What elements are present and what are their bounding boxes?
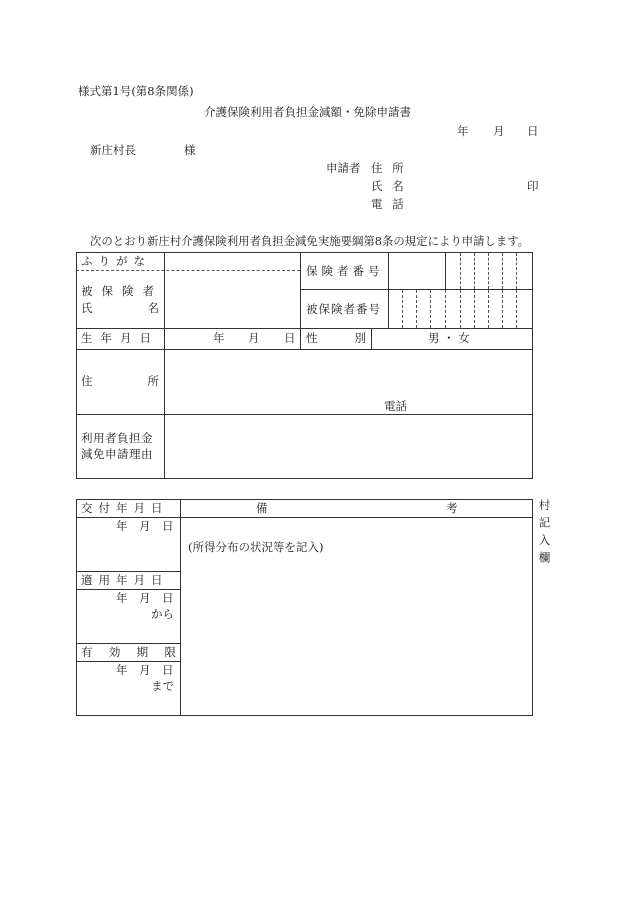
- insurer-number-label: 保険者番号: [306, 264, 384, 278]
- form-title: 介護保険利用者負担金減額・免除申請書: [204, 105, 411, 119]
- village-use-side-label: 村記入欄: [537, 499, 552, 569]
- insured-number-label: 被保険者番号: [306, 302, 381, 316]
- sex-label: 性 別: [306, 331, 366, 345]
- birth-month: 月: [248, 331, 260, 345]
- addressee-name: 新庄村長: [90, 143, 136, 157]
- birth-year: 年: [213, 331, 225, 345]
- apply-from: から: [151, 607, 174, 621]
- reason-label-2: 減免申請理由: [81, 447, 153, 461]
- phone-label: 電話: [384, 399, 407, 413]
- valid-ymd: 年 月 日: [116, 663, 174, 677]
- date-year: 年: [457, 124, 469, 138]
- address-label: 住 所: [81, 374, 159, 388]
- sex-options: 男 ・ 女: [428, 331, 470, 345]
- apply-ymd: 年 月 日: [116, 591, 174, 605]
- reason-label-1: 利用者負担金: [81, 431, 153, 445]
- income-note: (所得分布の状況等を記入): [188, 540, 324, 554]
- insured-name-label-2: 氏 名: [81, 301, 159, 315]
- birthdate-label: 生年月日: [81, 331, 159, 345]
- birth-day: 日: [284, 331, 296, 345]
- form-number: 様式第1号(第8条関係): [78, 84, 194, 98]
- valid-period-label: 有 効 期 限: [81, 645, 176, 659]
- date-month: 月: [493, 124, 505, 138]
- issue-date-label: 交付年月日: [81, 501, 169, 515]
- insured-name-label-1: 被保険者: [81, 284, 163, 298]
- apply-date-label: 適用年月日: [81, 573, 169, 587]
- furigana-label: ふりがな: [81, 254, 151, 268]
- remarks-label-2: 考: [446, 501, 458, 515]
- applicant-address-label: 住 所: [371, 161, 407, 175]
- issue-ymd: 年 月 日: [116, 519, 174, 533]
- applicant-label: 申請者: [326, 161, 361, 175]
- addressee-honorific: 様: [184, 143, 196, 157]
- date-day: 日: [527, 124, 539, 138]
- applicant-seal: 印: [527, 179, 539, 193]
- valid-until: まで: [151, 679, 174, 693]
- intro-text: 次のとおり新庄村介護保険利用者負担金減免実施要綱第8条の規定により申請します。: [90, 234, 530, 248]
- applicant-name-label: 氏 名: [371, 179, 407, 193]
- remarks-label: 備: [256, 501, 268, 515]
- applicant-phone-label: 電 話: [371, 197, 407, 211]
